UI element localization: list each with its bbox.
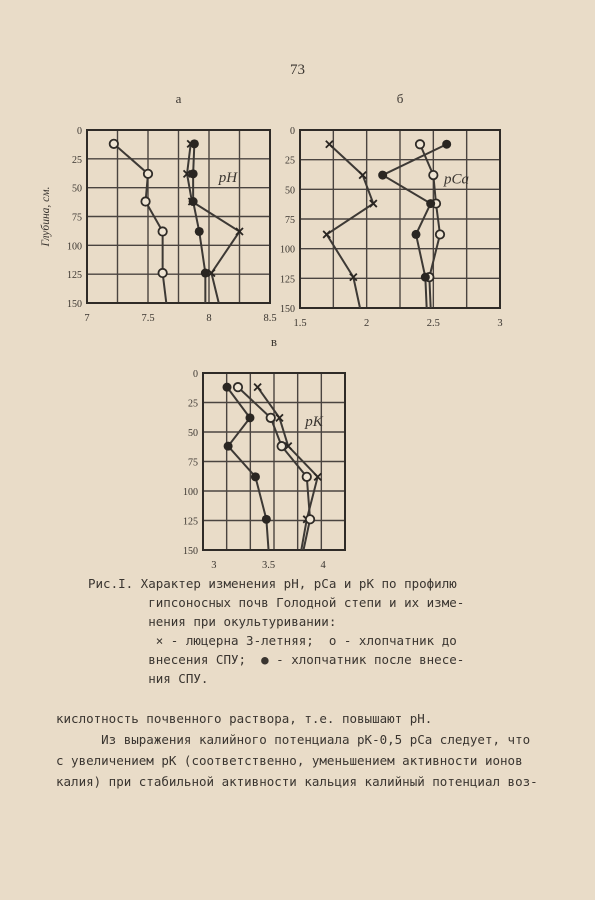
x-tick-label: 7.5 xyxy=(141,313,155,324)
data-point-cross xyxy=(254,384,261,391)
caption-line: гипсоносных почв Голодной степи и их изме- xyxy=(88,595,465,610)
x-tick-label: 3.5 xyxy=(261,560,276,571)
x-tick-label: 1.5 xyxy=(293,318,307,329)
series-line xyxy=(227,387,269,550)
y-tick-label: 50 xyxy=(188,428,198,439)
data-point-filled xyxy=(223,383,232,392)
y-axis-label: Глубина, см. xyxy=(40,186,52,247)
caption-line: × - люцерна 3-летняя; о - хлопчатник до xyxy=(88,633,457,648)
y-tick-label: 150 xyxy=(183,546,198,557)
caption-line: Рис.I. Характер изменения рН, рСа и рК по профилю xyxy=(88,576,457,591)
y-tick-label: 50 xyxy=(285,185,295,197)
y-tick-label: 0 xyxy=(290,126,295,137)
data-point-open xyxy=(306,515,314,523)
y-tick-label: 150 xyxy=(67,299,82,310)
y-tick-label: 0 xyxy=(77,126,82,137)
caption-line: внесения СПУ; ● - хлопчатник после внесе- xyxy=(88,652,465,667)
data-point-open xyxy=(267,414,275,422)
data-point-open xyxy=(234,383,242,391)
data-point-filled xyxy=(251,472,260,481)
data-point-filled xyxy=(245,413,254,422)
figure-caption xyxy=(88,574,528,688)
y-tick-label: 100 xyxy=(280,244,295,256)
series-label: pCa xyxy=(444,171,470,188)
y-tick-label: 125 xyxy=(67,270,82,282)
y-tick-label: 25 xyxy=(188,398,198,410)
page-number: 73 xyxy=(290,62,305,78)
y-tick-label: 50 xyxy=(72,183,82,195)
caption-line: нения при окультуривании: xyxy=(88,614,337,629)
data-point-filled xyxy=(224,442,233,451)
y-tick-label: 75 xyxy=(188,457,198,469)
x-tick-label: 3 xyxy=(211,560,217,571)
body-line: Из выражения калийного потенциала рК-0,5 рСа следует, что xyxy=(56,732,531,747)
x-tick-label: 4 xyxy=(320,560,326,571)
data-point-open xyxy=(277,442,285,450)
data-point-open xyxy=(303,473,311,481)
y-tick-label: 0 xyxy=(193,369,198,380)
body-line: с увеличением рК (соответственно, уменьшением активности ионов xyxy=(56,753,523,768)
y-tick-label: 100 xyxy=(67,241,82,253)
series-label: pK xyxy=(305,414,323,431)
body-line: кислотность почвенного раствора, т.е. повышают рН. xyxy=(56,711,433,726)
y-tick-label: 100 xyxy=(183,487,198,498)
panel-label: в xyxy=(270,334,278,349)
y-tick-label: 125 xyxy=(280,274,295,286)
y-tick-label: 150 xyxy=(280,304,295,315)
body-text xyxy=(56,708,556,792)
series-label: pH xyxy=(218,169,238,186)
x-tick-label: 8 xyxy=(206,313,212,324)
y-tick-label: 25 xyxy=(72,154,82,166)
caption-line: ния СПУ. xyxy=(88,671,209,686)
y-tick-label: 25 xyxy=(285,155,295,167)
panel-label: а xyxy=(175,91,182,106)
x-tick-label: 7 xyxy=(84,313,90,324)
panel-label: б xyxy=(396,91,404,106)
x-tick-label: 3 xyxy=(497,318,503,329)
data-point-filled xyxy=(262,515,271,524)
body-line: калия) при стабильной активности кальция калийный потенциал воз- xyxy=(56,774,538,789)
y-tick-label: 125 xyxy=(183,516,198,528)
x-tick-label: 2.5 xyxy=(426,318,440,329)
x-tick-label: 2 xyxy=(364,318,370,329)
x-tick-label: 8.5 xyxy=(263,313,277,324)
y-tick-label: 75 xyxy=(72,212,82,224)
y-tick-label: 75 xyxy=(285,215,295,226)
